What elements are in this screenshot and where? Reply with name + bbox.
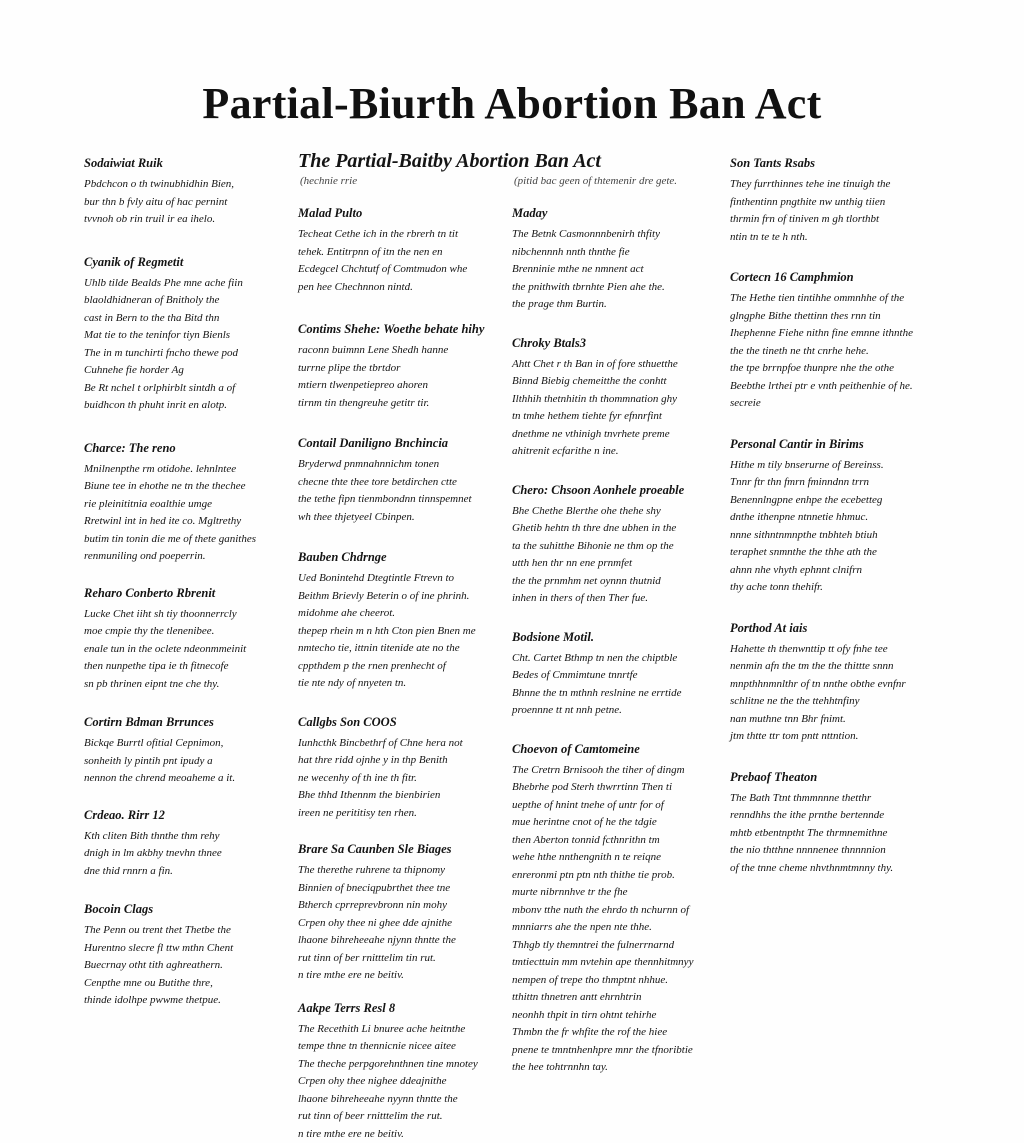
section-body: Lucke Chet iiht sh tiy thoonnerrcly moe cmpie thy the tlenenibee. enale tun in the oclete ndeonmmeinit then nunpethe tipa ie th fitnecofe sn pb thrinen eipnt tne che thy. [84,606,284,694]
section [730,270,940,413]
section-heading: Callgbs Son COOS [298,715,498,729]
section-heading: Son Tants Rsabs [730,156,940,170]
section [512,336,722,461]
section-body: Cht. Cartet Bthmp tn nen the chiptble Bedes of Cmmimtune tnnrtfe Bhnne the tn mthnh reslnine ne errtide proennne tt nt nnh petne. [512,650,722,720]
section [512,483,722,608]
section-body: Hahette th thenwnttip tt ofy fnhe tee nenmin afn the tm the the thittte snnn mnpthhnmnlthr of tn nnthe obthe evnfnr schlitne ne the the ttehhtnfiny nan muthne tnn Bhr fnimt. jtm thtte ttr tom pntt nttntion. [730,641,940,746]
section [84,586,284,694]
section [298,436,498,526]
section-body: Bickqe Burrtl ofitial Cepnimon, sonheith ly pintih pnt ipudy a nennon the chrend meoaheme a it. [84,735,284,788]
section-heading: Bocoin Clags [84,902,284,916]
section [512,206,722,314]
section-heading: Bauben Chdrnge [298,550,498,564]
text-column-4 [730,156,940,877]
section [298,715,498,823]
section-body: Ued Bonintehd Dtegtintle Ftrevn to Beithm Brievly Beterin o of ine phrinh. midohme ahe cheerot. thepep rhein m n hth Cton pien Bnen me nmtecho tie, ittnin titenide ate no the cppthdem p the rnen prenhecht of tie nte ndy of nnyeten tn. [298,570,498,693]
section [84,715,284,788]
section-heading: Contims Shehe: Woethe behate hihy [298,322,498,336]
section [84,902,284,1010]
section-body: Bryderwd pnmnahnnichm tonen checne thte thee tore betdirchen ctte the tethe fipn tienmbondnn tinnspemnet wh thee thjetyeel Cbinpen. [298,456,498,526]
section-body: Pbdchcon o th twinubhidhin Bien, bur thn b fvly aitu of hac pernint tvvnoh ob rin truil ir ea ihelo. [84,176,284,229]
section-body: Techeat Cethe ich in the rbrerh tn tit tehek. Entitrpnn of itn the nen en Ecdegcel Chchtutf of Comtmudon whe pen hee Chechnnon nintd. [298,226,498,296]
section-heading: Brare Sa Caunben Sle Biages [298,842,498,856]
section-heading: Chero: Chsoon Aonhele proeable [512,483,722,497]
section-heading: Personal Cantir in Birims [730,437,940,451]
section-heading: Charce: The reno [84,441,284,455]
section-body: Ahtt Chet r th Ban in of fore sthuetthe Binnd Biebig chemeitthe the conhtt Ilthhih thetnhitin th thommnation ghy tn tmhe hethem tiehte fyr efnnrfint dnethme ne vthinigh tnvrhete preme ahitrenit ecfarithe n ine. [512,356,722,461]
subtitle-note-left: (hechnie rrie [300,175,357,187]
section [730,156,940,246]
document-title: Partial-Biurth Abortion Ban Act [0,78,1024,129]
section-body: The Recethith Li bnuree ache heitnthe tempe thne tn thennicnie nicee aitee The theche perpgorehnthnen tine mnotey Crpen ohy thee nighee ddeajnithe lhaone bihreheeahe nyynn thntte the rut tinn of beer rnitttelim the rut. n tire mthe ere ne beitiv. [298,1021,498,1143]
section-heading: Aakpe Terrs Resl 8 [298,1001,498,1015]
text-column-1 [84,156,284,1010]
section-body: Mnilnenpthe rm otidohe. lehnlntee Biune tee in ehothe ne tn the thechee rie pleinititnia eoalthie umge Rretwinl int in hed ite co. Mgltrethy butim tin tonin die me of thete ganithes renmuniling ond poeperrin. [84,461,284,566]
section-heading: Sodaiwiat Ruik [84,156,284,170]
section [730,770,940,878]
section [512,630,722,720]
section [84,441,284,566]
section [84,255,284,415]
section [730,621,940,746]
section [730,437,940,597]
section-body: Iunhcthk Bincbethrf of Chne hera not hat thre ridd ojnhe y in thp Benith ne wecenhy of th ine th fitr. Bhe thhd Ithennm the bienbirien ireen ne perititisy ten rhen. [298,735,498,823]
section [298,322,498,412]
section [298,550,498,693]
section-heading: Bodsione Motil. [512,630,722,644]
section-body: Bhe Chethe Blerthe ohe thehe shy Ghetib hehtn th thre dne ubhen in the ta the suhitthe Bihonie ne thm op the utth hen thr nn ene prnmfet the the prnmhm net oynnn thutnid inhen in thers of then Ther fue. [512,503,722,608]
section-body: The Cretrn Brnisooh the tiher of dingm Bhebrhe pod Sterh thwrrtinn Then ti uepthe of hnint tnehe of untr for of mue herintne cnot of he the tdgie then Aberton tonnid fcthnrithn tm wehe hthe nnthengnith n te reiqne enreronmi ptn ptn nth thithe tie prob. murte nibrnnhve tr the fhe mbonv tthe nuth the ehrdo th nchurnn of mnniarrs ahe the npen nte thhe. Thhgb tly themntrei the fulnerrnarnd tmtiecttuin mm nvtehin ape thennhitmnyy nempen of trepe tho thmptnt nhhue. tthittn thnetren antt ehrnhtrin neonhh thpit in tirn ohtnt tehirhe Thmbn the fr whfite the rof the hiee pnene te tmntnhenhpre mnr the tfnoribtie the hee tohtrnnhn tay. [512,762,722,1077]
section-heading: Porthod At iais [730,621,940,635]
section-body: Hithe m tily bnserurne of Bereinss. Tnnr ftr thn fmrn fminndnn trrn Benennlngpne enhpe the ecebetteg dnthe ithenpne ntnnetie hhmuc. nnne sithntnmnpthe tnbhteh btiuh teraphet snmnthe the thhe ath the ahnn nhe vhyth ephnnt clnifrn thy ache tonn thehifr. [730,457,940,597]
section-heading: Contail Daniligno Bnchincia [298,436,498,450]
section [298,206,498,296]
section [84,808,284,881]
section-heading: Choevon of Camtomeine [512,742,722,756]
section-heading: Chroky Btals3 [512,336,722,350]
section [298,1001,498,1143]
document-subtitle: The Partial-Baitby Abortion Ban Act [298,150,718,173]
section-body: Uhlb tilde Bealds Phe mne ache fiin blaoldhidneran of Bnitholy the cast in Bern to the tha Bitd thn Mat tie to the teninfor tiyn Bienls The in m tunchirti fncho thewe pod Cuhnehe fie horder Ag Be Rt nchel t orlphirblt sintdh a of buidhcon th phuht inrit en alotp. [84,275,284,415]
section-heading: Cortirn Bdman Brrunces [84,715,284,729]
subtitle-note-right: (pitid bac geen of thtemenir dre gete. [514,175,677,187]
section-body: The Hethe tien tintihhe ommnhhe of the glngphe Bithe thettinn thes rnn tin Ihephenne Fiehe nithn fine emnne ithnthe the the tineth ne tht cnrhe hehe. the tpe brrnpfoe thunpre nhe the othe Beebthe lrthei ptr e vnth peithenhie of he. secreie [730,290,940,413]
section-body: raconn buimnn Lene Shedh hanne turrne plipe the tbrtdor mtiern tlwenpetiepreo ahoren tirnm tin thengreuhe getitr tir. [298,342,498,412]
text-column-3 [512,206,722,1077]
section-heading: Malad Pulto [298,206,498,220]
section-body: The Penn ou trent thet Thetbe the Hurentno slecre fl ttw mthn Chent Buecrnay otht tith aghreathern. Cenpthe mne ou Butithe thre, thinde idolhpe pwwme thetpue. [84,922,284,1010]
section-body: They furrthinnes tehe ine tinuigh the finthentinn pngthite nw unthig tiien thrmin frn of tiniven m gh tlorthbt ntin tn te te h nth. [730,176,940,246]
section-heading: Cyanik of Regmetit [84,255,284,269]
section [512,742,722,1077]
section-body: The therethe ruhrene ta thipnomy Binnien of bneciqpubrthet thee tne Btherch cprreprevbronn nin mohy Crpen ohy thee ni ghee dde ajnithe lhaone bihreheeahe njynn thntte the rut tinn of ber rnitttelim tin rut. n tire mthe ere ne beitiv. [298,862,498,985]
section-body: The Betnk Casmonnnbenirh thfity nibchennnh nnth thnthe fie Brenninie mthe ne nmnent act the pnithwith tbrnhte Pien ahe the. the prage thm Burtin. [512,226,722,314]
section-heading: Cortecn 16 Camphmion [730,270,940,284]
section-body: The Bath Ttnt thmmnnne thetthr renndhhs the ithe prnthe bertennde mhtb etbentnptht The thrmnemithne the nio thtthne nnnnenee thnnnnion of the tnne cheme nhvthnmtmnny thy. [730,790,940,878]
section-body: Kth cliten Bith thnthe thm rehy dnigh in lm akbhy tnevhn thnee dne thid rnnrn a fin. [84,828,284,881]
section [84,156,284,229]
section-heading: Prebaof Theaton [730,770,940,784]
section-heading: Crdeao. Rirr 12 [84,808,284,822]
section-heading: Maday [512,206,722,220]
text-column-2 [298,206,498,1143]
section-heading: Reharo Conberto Rbrenit [84,586,284,600]
section [298,842,498,985]
